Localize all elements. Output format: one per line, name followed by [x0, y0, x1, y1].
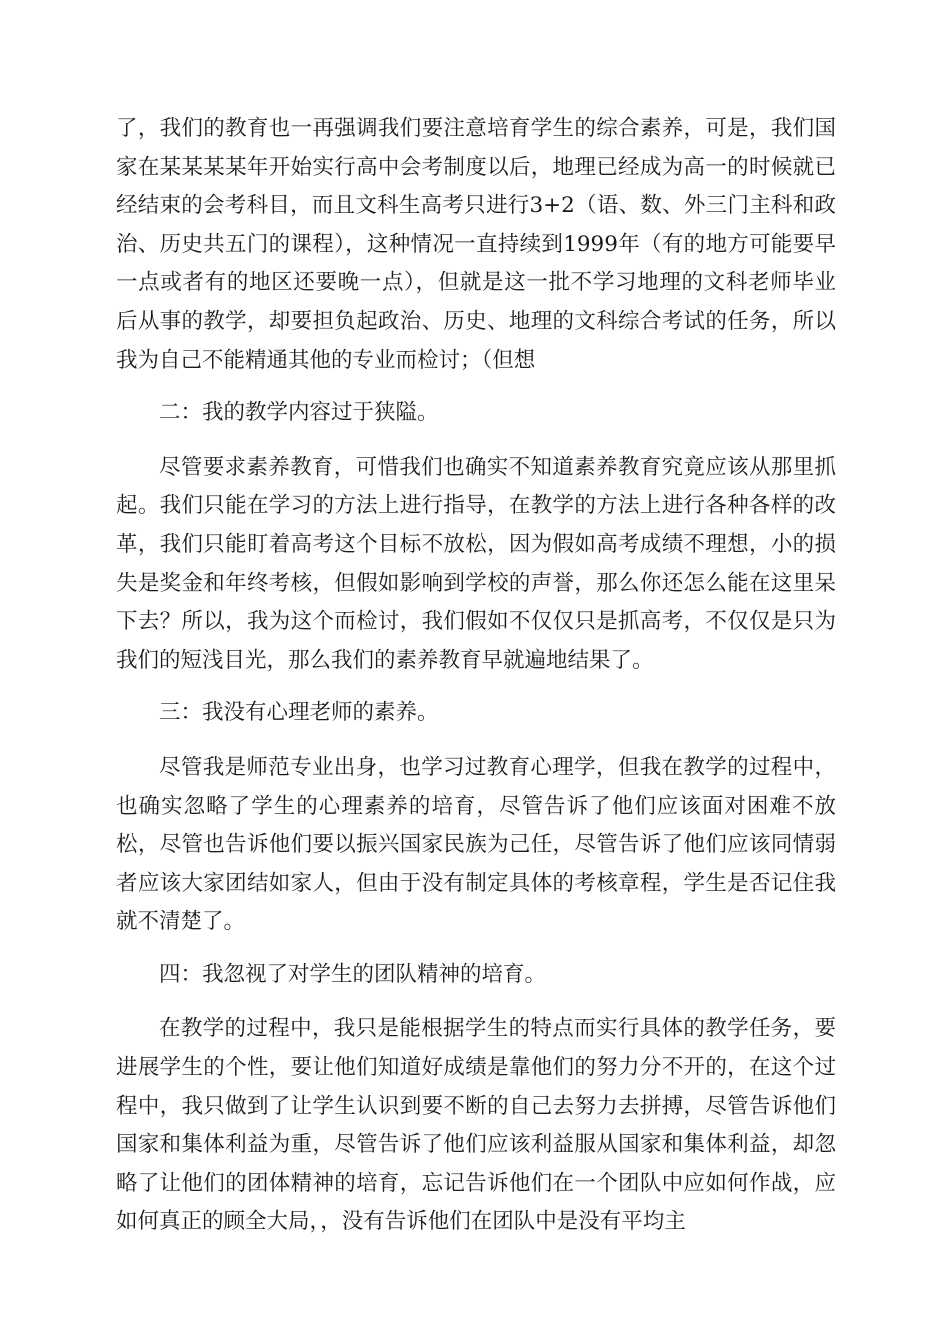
- paragraph-section-2: 尽管要求素养教育，可惜我们也确实不知道素养教育究竟应该从那里抓起。我们只能在学习的方法上进行指导，在教学的方法上进行各种各样的改革，我们只能盯着高考这个目标不放松，因为假如高考成绩不理想，小的损失是奖金和年终考核，但假如影响到学校的声誉，那么你还怎么能在这里呆下去？所以，我为这个而检讨，我们假如不仅仅只是抓高考，不仅仅是只为我们的短浅目光，那么我们的素养教育早就遍地结果了。: [116, 454, 836, 673]
- document-body: [116, 110, 836, 1242]
- section-heading-2: 二：我的教学内容过于狭隘。: [159, 400, 439, 426]
- paragraph-section-4: 在教学的过程中，我只是能根据学生的特点而实行具体的教学任务，要进展学生的个性，要让他们知道好成绩是靠他们的努力分不开的，在这个过程中，我只做到了让学生认识到要不断的自己去努力去拼搏，尽管告诉他们国家和集体利益为重，尽管告诉了他们应该利益服从国家和集体利益，却忽略了让他们的团体精神的培育，忘记告诉他们在一个团队中应如何作战，应如何真正的顾全大局，，没有告诉他们在团队中是没有平均主: [116, 1016, 836, 1235]
- paragraph-continuation: 了，我们的教育也一再强调我们要注意培育学生的综合素养，可是，我们国家在某某某某年开始实行高中会考制度以后，地理已经成为高一的时候就已经结束的会考科目，而且文科生高考只进行3+2（语、数、外三门主科和政治、历史共五门的课程），这种情况一直持续到1999年（有的地方可能要早一点或者有的地区还要晚一点），但就是这一批不学习地理的文科老师毕业后从事的教学，却要担负起政治、历史、地理的文科综合考试的任务，所以我为自己不能精通其他的专业而检讨；（但想: [116, 116, 836, 373]
- section-heading-4: 四：我忽视了对学生的团队精神的培育。: [159, 961, 547, 987]
- paragraph-section-3: 尽管我是师范专业出身，也学习过教育心理学，但我在教学的过程中，也确实忽略了学生的心理素养的培育，尽管告诉了他们应该面对困难不放松，尽管也告诉他们要以振兴国家民族为己任，尽管告诉了他们应该同情弱者应该大家团结如家人，但由于没有制定具体的考核章程，学生是否记住我就不清楚了。: [116, 754, 836, 935]
- section-heading-3: 三：我没有心理老师的素养。: [159, 700, 439, 726]
